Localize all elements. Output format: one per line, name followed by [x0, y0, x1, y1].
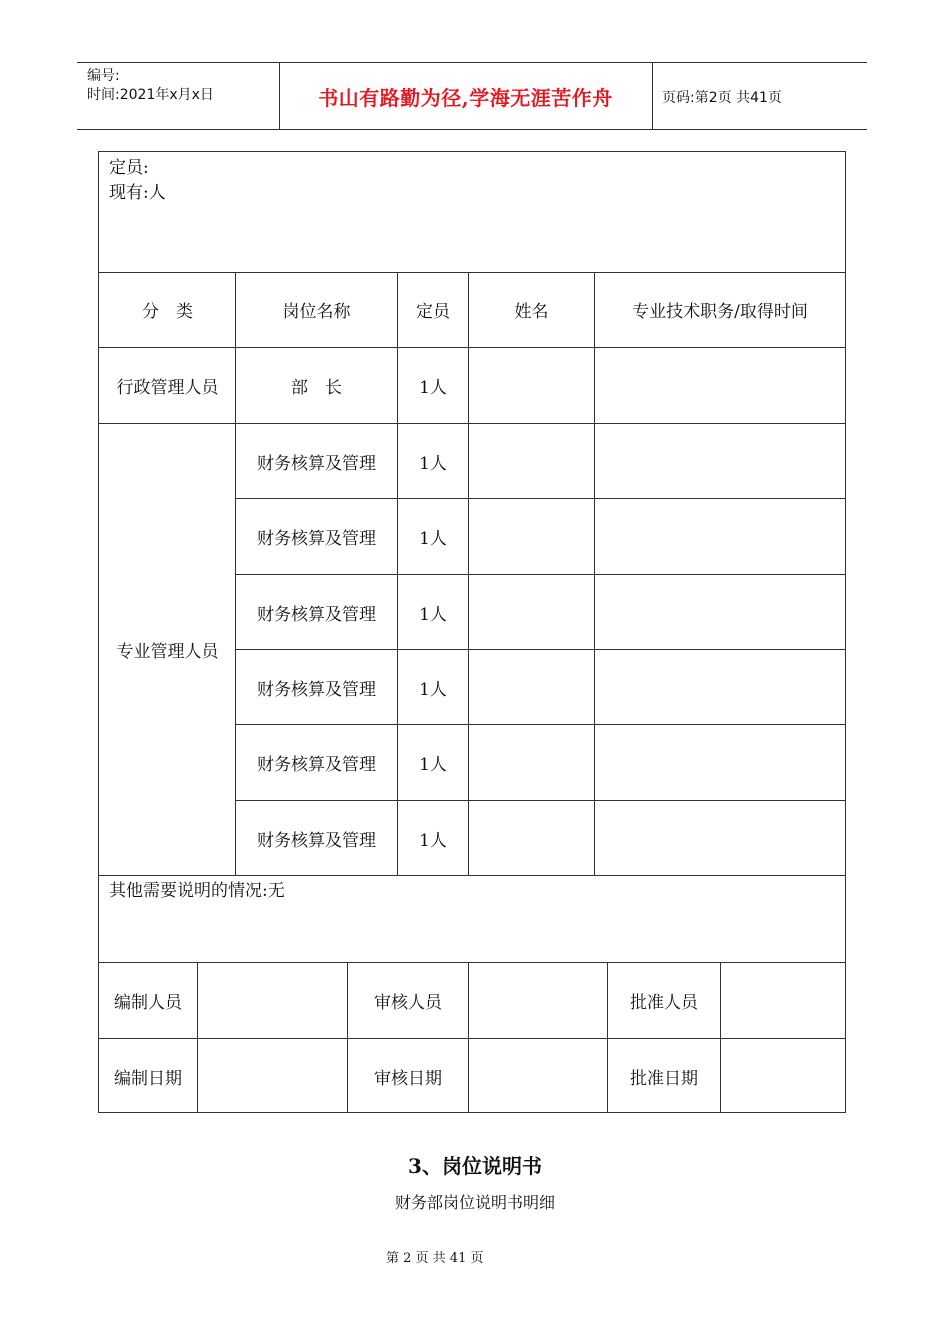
quota-cell: 1人 [419, 604, 447, 625]
position-cell: 财务核算及管理 [257, 830, 376, 851]
name-cell[interactable] [469, 575, 594, 649]
quota-cell: 1人 [419, 453, 447, 474]
title-cell[interactable] [595, 424, 845, 498]
quota-cell: 1人 [419, 529, 447, 549]
page-footer: 第 2 页 共 41 页 [386, 1251, 484, 1266]
header-page-info: 页码:第2页 共41页 [662, 89, 782, 106]
document-time-label: 时间:2021年x月x日 [87, 87, 214, 103]
quota-cell: 1人 [419, 679, 447, 700]
position-cell: 财务核算及管理 [257, 679, 376, 700]
position-cell: 部 长 [291, 378, 342, 398]
header-name: 姓名 [514, 302, 549, 322]
approver-value[interactable] [721, 963, 845, 1038]
section-subtitle: 财务部岗位说明书明细 [394, 1193, 555, 1212]
position-cell: 财务核算及管理 [257, 755, 376, 775]
page-header [77, 62, 867, 130]
section-title: 3、岗位说明书 [408, 1154, 542, 1178]
approve-date-value[interactable] [721, 1039, 845, 1113]
header-title: 专业技术职务/取得时间 [632, 302, 808, 322]
header-category: 分 类 [142, 302, 193, 322]
quota-cell: 1人 [419, 830, 447, 851]
reviewer-value[interactable] [469, 963, 607, 1038]
title-cell[interactable] [595, 725, 845, 800]
position-cell: 财务核算及管理 [257, 604, 376, 625]
compile-date-label: 编制日期 [114, 1068, 182, 1089]
review-date-label: 审核日期 [374, 1068, 442, 1089]
name-cell[interactable] [469, 650, 594, 724]
header-quota: 定员 [416, 302, 450, 322]
approve-date-label: 批准日期 [630, 1068, 698, 1089]
approver-label: 批准人员 [630, 993, 698, 1013]
name-cell[interactable] [469, 499, 594, 574]
quota-cell: 1人 [419, 755, 447, 775]
compile-date-value[interactable] [198, 1039, 347, 1113]
name-cell[interactable] [469, 725, 594, 800]
title-cell[interactable] [595, 575, 845, 649]
reviewer-label: 审核人员 [374, 993, 442, 1013]
category-professional: 专业管理人员 [116, 642, 219, 662]
header-divider [652, 63, 653, 129]
position-cell: 财务核算及管理 [257, 529, 376, 549]
title-cell[interactable] [595, 650, 845, 724]
row-divider [99, 875, 845, 876]
header-meta [87, 67, 214, 105]
compiler-value[interactable] [198, 963, 347, 1038]
category-admin: 行政管理人员 [116, 378, 219, 398]
compiler-label: 编制人员 [114, 993, 182, 1013]
notes-text: 其他需要说明的情况:无 [109, 881, 285, 901]
title-cell[interactable] [595, 801, 845, 875]
staffing-table [98, 151, 846, 1113]
quota-cell: 1人 [419, 378, 447, 398]
header-position: 岗位名称 [282, 302, 351, 322]
quota-label: 定员: [109, 158, 149, 178]
name-cell[interactable] [469, 348, 594, 423]
review-date-value[interactable] [469, 1039, 607, 1113]
name-cell[interactable] [469, 424, 594, 498]
name-cell[interactable] [469, 801, 594, 875]
title-cell[interactable] [595, 499, 845, 574]
position-cell: 财务核算及管理 [257, 453, 376, 474]
current-staff-label: 现有:人 [109, 183, 166, 203]
header-motto: 书山有路勤为径,学海无涯苦作舟 [318, 86, 613, 110]
document-number-label: 编号: [87, 68, 120, 84]
title-cell[interactable] [595, 348, 845, 423]
